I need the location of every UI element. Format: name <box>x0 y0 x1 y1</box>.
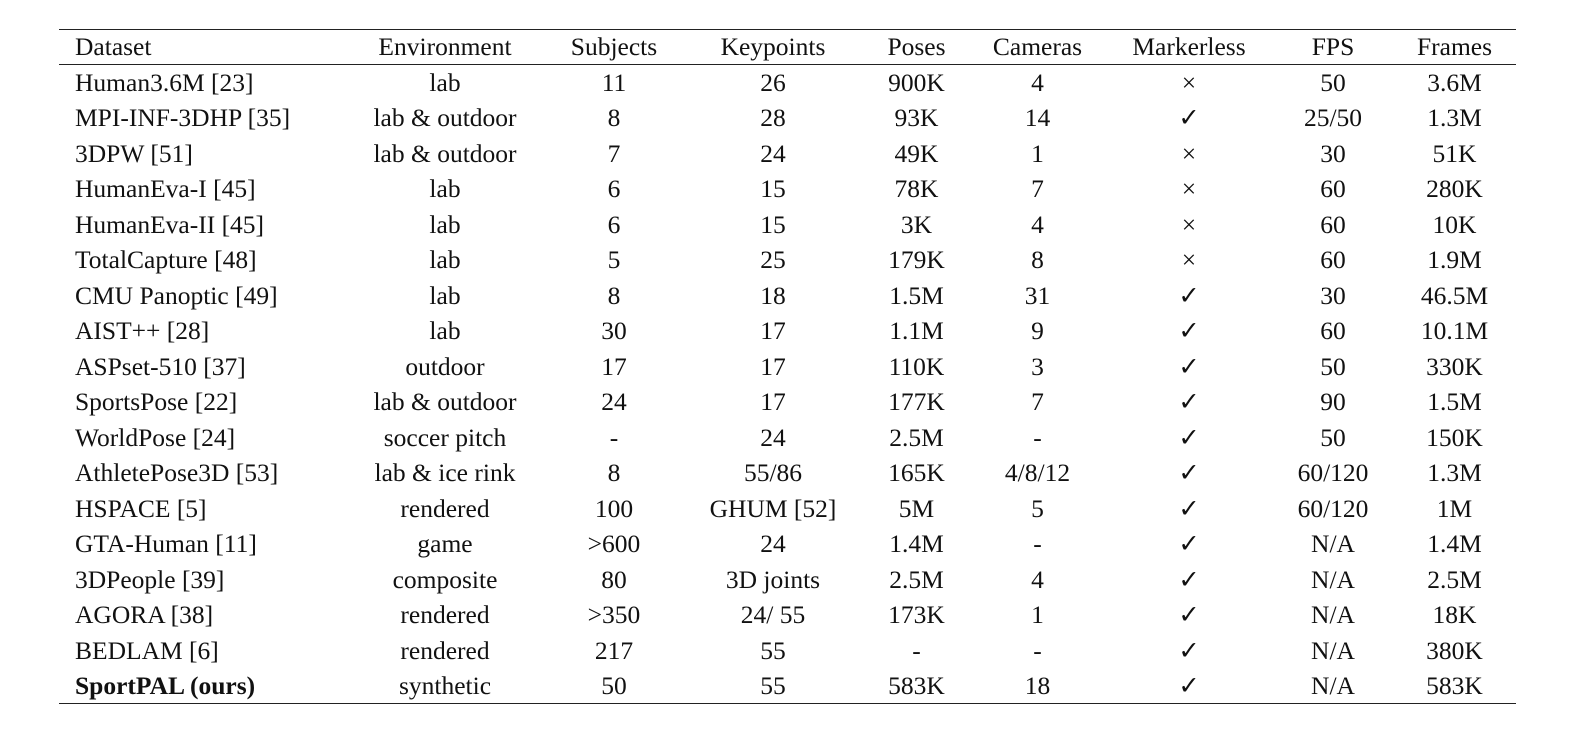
cell-dataset: AthletePose3D [53] <box>75 458 279 487</box>
cell-frames: 380K <box>1426 635 1483 665</box>
cell-markerless: ✓ <box>1178 103 1200 132</box>
cell-environment: lab <box>429 316 461 345</box>
cell-fps: 30 <box>1320 138 1346 168</box>
table-row <box>59 562 1516 598</box>
cell-cameras: 3 <box>1031 351 1044 381</box>
cell-frames: 1.3M <box>1427 103 1482 132</box>
cell-markerless: ✓ <box>1178 564 1200 594</box>
cell-poses: 110K <box>888 351 945 381</box>
cell-fps: N/A <box>1311 529 1355 558</box>
cell-cameras: 7 <box>1031 387 1044 416</box>
cell-frames: 1.9M <box>1427 245 1482 274</box>
cell-subjects: 8 <box>607 103 621 132</box>
cell-fps: 25/50 <box>1303 103 1363 132</box>
cell-environment: game <box>417 529 473 558</box>
cell-poses: 2.5M <box>889 422 944 452</box>
cell-dataset: CMU Panoptic [49] <box>75 280 278 310</box>
table-row <box>59 242 1516 278</box>
column-header-frames: Frames <box>1393 30 1516 65</box>
cell-markerless: × <box>1181 245 1197 274</box>
cell-fps: 60/120 <box>1297 458 1369 487</box>
column-header-dataset: Dataset <box>59 30 345 65</box>
cell-subjects: 80 <box>601 564 627 594</box>
table-header <box>59 30 1516 65</box>
column-header-cameras: Cameras <box>970 30 1105 65</box>
cell-poses: 900K <box>888 67 945 97</box>
cell-markerless: × <box>1181 138 1197 168</box>
cell-frames: 150K <box>1426 422 1483 452</box>
cell-subjects: 6 <box>607 209 621 239</box>
table-row <box>59 100 1516 136</box>
cell-poses: 1.1M <box>889 316 944 345</box>
cell-fps: 60 <box>1320 209 1346 239</box>
cell-poses: 179K <box>888 245 945 274</box>
cell-environment: lab & ice rink <box>374 458 516 487</box>
cell-keypoints: 17 <box>760 351 786 381</box>
cell-keypoints: 55 <box>760 635 786 665</box>
cell-subjects: >600 <box>587 529 641 558</box>
cell-subjects: - <box>609 422 619 452</box>
cell-frames: 1.4M <box>1427 529 1482 558</box>
cell-subjects: 217 <box>594 635 634 665</box>
cell-cameras: 7 <box>1031 174 1044 203</box>
cell-keypoints: 17 <box>760 387 786 416</box>
cell-environment: lab & outdoor <box>373 138 517 168</box>
table-row <box>59 491 1516 527</box>
cell-dataset: Human3.6M [23] <box>75 67 254 97</box>
cell-fps: 50 <box>1320 67 1346 97</box>
cell-fps: N/A <box>1311 600 1355 629</box>
cell-environment: lab <box>429 245 461 274</box>
cell-frames: 1.5M <box>1427 387 1482 416</box>
cell-dataset: 3DPeople [39] <box>75 564 225 594</box>
cell-markerless: ✓ <box>1178 635 1200 665</box>
column-header-markerless: Markerless <box>1105 30 1273 65</box>
column-header-environment: Environment <box>345 30 545 65</box>
cell-fps: 30 <box>1320 280 1346 310</box>
cell-cameras: 4 <box>1031 564 1044 594</box>
cell-cameras: 18 <box>970 668 1105 704</box>
cell-keypoints: 24 <box>760 422 786 452</box>
cell-cameras: 1 <box>1031 138 1044 168</box>
table-row <box>59 633 1516 669</box>
cell-subjects: 100 <box>594 493 634 523</box>
header-row <box>59 30 1516 65</box>
table-row <box>59 207 1516 243</box>
cell-subjects: 7 <box>607 138 621 168</box>
cell-poses: 49K <box>894 138 939 168</box>
cell-frames: 3.6M <box>1427 67 1482 97</box>
cell-environment: rendered <box>400 493 490 523</box>
cell-poses: 583K <box>863 668 970 704</box>
cell-dataset: MPI-INF-3DHP [35] <box>75 103 291 132</box>
column-header-keypoints: Keypoints <box>683 30 863 65</box>
cell-fps: 50 <box>1320 351 1346 381</box>
cell-cameras: 4 <box>1031 209 1044 239</box>
cell-markerless: × <box>1181 174 1197 203</box>
table-row <box>59 526 1516 562</box>
cell-markerless: ✓ <box>1178 529 1200 558</box>
cell-keypoints: 24 <box>760 138 786 168</box>
cell-dataset: HumanEva-II [45] <box>75 209 265 239</box>
cell-markerless: ✓ <box>1178 280 1200 310</box>
cell-cameras: 8 <box>1031 245 1044 274</box>
cell-poses: 3K <box>900 209 933 239</box>
column-header-subjects: Subjects <box>545 30 683 65</box>
cell-cameras: - <box>1033 529 1042 558</box>
cell-keypoints: GHUM [52] <box>709 493 837 523</box>
column-header-poses: Poses <box>863 30 970 65</box>
cell-fps: 60 <box>1320 245 1346 274</box>
table-row <box>59 668 1516 704</box>
cell-subjects: 6 <box>607 174 621 203</box>
cell-subjects: 8 <box>607 280 621 310</box>
cell-markerless: ✓ <box>1178 316 1200 345</box>
cell-poses: 173K <box>888 600 945 629</box>
cell-keypoints: 55/86 <box>743 458 803 487</box>
cell-environment: lab <box>429 67 461 97</box>
cell-subjects: 17 <box>601 351 627 381</box>
cell-subjects: 5 <box>607 245 621 274</box>
cell-frames: 46.5M <box>1420 280 1489 310</box>
cell-markerless: ✓ <box>1178 351 1200 381</box>
cell-poses: 177K <box>888 387 945 416</box>
cell-dataset: BEDLAM [6] <box>75 635 219 665</box>
cell-markerless: × <box>1181 209 1197 239</box>
cell-markerless: × <box>1181 67 1197 97</box>
cell-environment: outdoor <box>405 351 485 381</box>
cell-environment: synthetic <box>345 668 545 704</box>
cell-frames: 583K <box>1393 668 1516 704</box>
cell-keypoints: 24 <box>760 529 786 558</box>
cell-cameras: - <box>1033 635 1042 665</box>
cell-fps: N/A <box>1311 635 1355 665</box>
cell-cameras: - <box>1033 422 1042 452</box>
cell-cameras: 4/8/12 <box>1004 458 1071 487</box>
cell-frames: 10K <box>1432 209 1477 239</box>
cell-poses: 93K <box>894 103 939 132</box>
cell-keypoints: 24/ 55 <box>740 600 806 629</box>
cell-frames: 1M <box>1436 493 1473 523</box>
cell-markerless: ✓ <box>1178 600 1200 629</box>
table-row <box>59 136 1516 172</box>
cell-cameras: 1 <box>1031 600 1044 629</box>
cell-keypoints: 15 <box>760 174 786 203</box>
cell-dataset: SportPAL (ours) <box>59 668 345 704</box>
cell-markerless: ✓ <box>1178 458 1200 487</box>
cell-cameras: 31 <box>1024 280 1051 310</box>
cell-markerless: ✓ <box>1178 493 1200 523</box>
cell-environment: soccer pitch <box>383 422 507 452</box>
cell-markerless: ✓ <box>1178 387 1200 416</box>
cell-subjects: 50 <box>545 668 683 704</box>
cell-dataset: HSPACE [5] <box>75 493 207 523</box>
cell-subjects: >350 <box>587 600 641 629</box>
cell-environment: composite <box>392 564 498 594</box>
dataset-comparison-table <box>59 29 1516 704</box>
cell-dataset: AIST++ [28] <box>75 316 210 345</box>
cell-environment: lab & outdoor <box>373 103 517 132</box>
cell-cameras: 5 <box>1031 493 1044 523</box>
cell-environment: lab <box>429 209 461 239</box>
cell-fps: 50 <box>1320 422 1346 452</box>
cell-environment: rendered <box>400 600 490 629</box>
cell-markerless: ✓ <box>1105 668 1273 704</box>
cell-poses: 5M <box>898 493 935 523</box>
table-row <box>59 349 1516 385</box>
cell-subjects: 24 <box>601 387 627 416</box>
table-row <box>59 597 1516 633</box>
cell-fps: 60 <box>1320 174 1346 203</box>
cell-dataset: AGORA [38] <box>75 600 214 629</box>
cell-dataset: TotalCapture [48] <box>75 245 257 274</box>
cell-poses: 2.5M <box>889 564 944 594</box>
cell-keypoints: 26 <box>760 67 786 97</box>
cell-cameras: 14 <box>1024 103 1051 132</box>
cell-keypoints: 18 <box>760 280 786 310</box>
column-header-fps: FPS <box>1273 30 1393 65</box>
table-row <box>59 420 1516 456</box>
cell-frames: 280K <box>1426 174 1483 203</box>
table-body <box>59 65 1516 704</box>
cell-poses: - <box>912 635 921 665</box>
cell-keypoints: 3D joints <box>725 564 821 594</box>
cell-dataset: ASPset-510 [37] <box>75 351 246 381</box>
cell-keypoints: 28 <box>760 103 786 132</box>
cell-fps: 90 <box>1320 387 1346 416</box>
cell-dataset: SportsPose [22] <box>75 387 238 416</box>
cell-subjects: 8 <box>607 458 621 487</box>
cell-frames: 2.5M <box>1427 564 1482 594</box>
cell-dataset: WorldPose [24] <box>75 422 236 452</box>
cell-environment: lab & outdoor <box>373 387 517 416</box>
cell-environment: lab <box>429 174 461 203</box>
cell-frames: 18K <box>1432 600 1477 629</box>
cell-markerless: ✓ <box>1178 422 1200 452</box>
cell-poses: 78K <box>894 174 939 203</box>
cell-fps: 60 <box>1320 316 1346 345</box>
cell-subjects: 30 <box>601 316 627 345</box>
table-row <box>59 278 1516 314</box>
cell-poses: 1.5M <box>889 280 944 310</box>
cell-fps: N/A <box>1311 564 1355 594</box>
table-row <box>59 171 1516 207</box>
cell-cameras: 9 <box>1031 316 1044 345</box>
cell-keypoints: 15 <box>760 209 786 239</box>
cell-fps: N/A <box>1273 668 1393 704</box>
cell-environment: rendered <box>400 635 490 665</box>
cell-dataset: HumanEva-I [45] <box>75 174 256 203</box>
cell-environment: lab <box>429 280 461 310</box>
cell-frames: 10.1M <box>1420 316 1489 345</box>
cell-keypoints: 25 <box>760 245 786 274</box>
cell-frames: 330K <box>1426 351 1483 381</box>
table-row <box>59 384 1516 420</box>
table-row <box>59 455 1516 491</box>
table-row <box>59 313 1516 349</box>
cell-poses: 165K <box>888 458 945 487</box>
cell-frames: 1.3M <box>1427 458 1482 487</box>
table-row <box>59 65 1516 101</box>
cell-fps: 60/120 <box>1297 493 1369 523</box>
cell-poses: 1.4M <box>889 529 944 558</box>
cell-keypoints: 17 <box>760 316 786 345</box>
cell-cameras: 4 <box>1031 67 1044 97</box>
cell-keypoints: 55 <box>683 668 863 704</box>
cell-frames: 51K <box>1432 138 1477 168</box>
cell-dataset: 3DPW [51] <box>75 138 193 168</box>
cell-subjects: 11 <box>601 67 627 97</box>
cell-dataset: GTA-Human [11] <box>75 529 257 558</box>
